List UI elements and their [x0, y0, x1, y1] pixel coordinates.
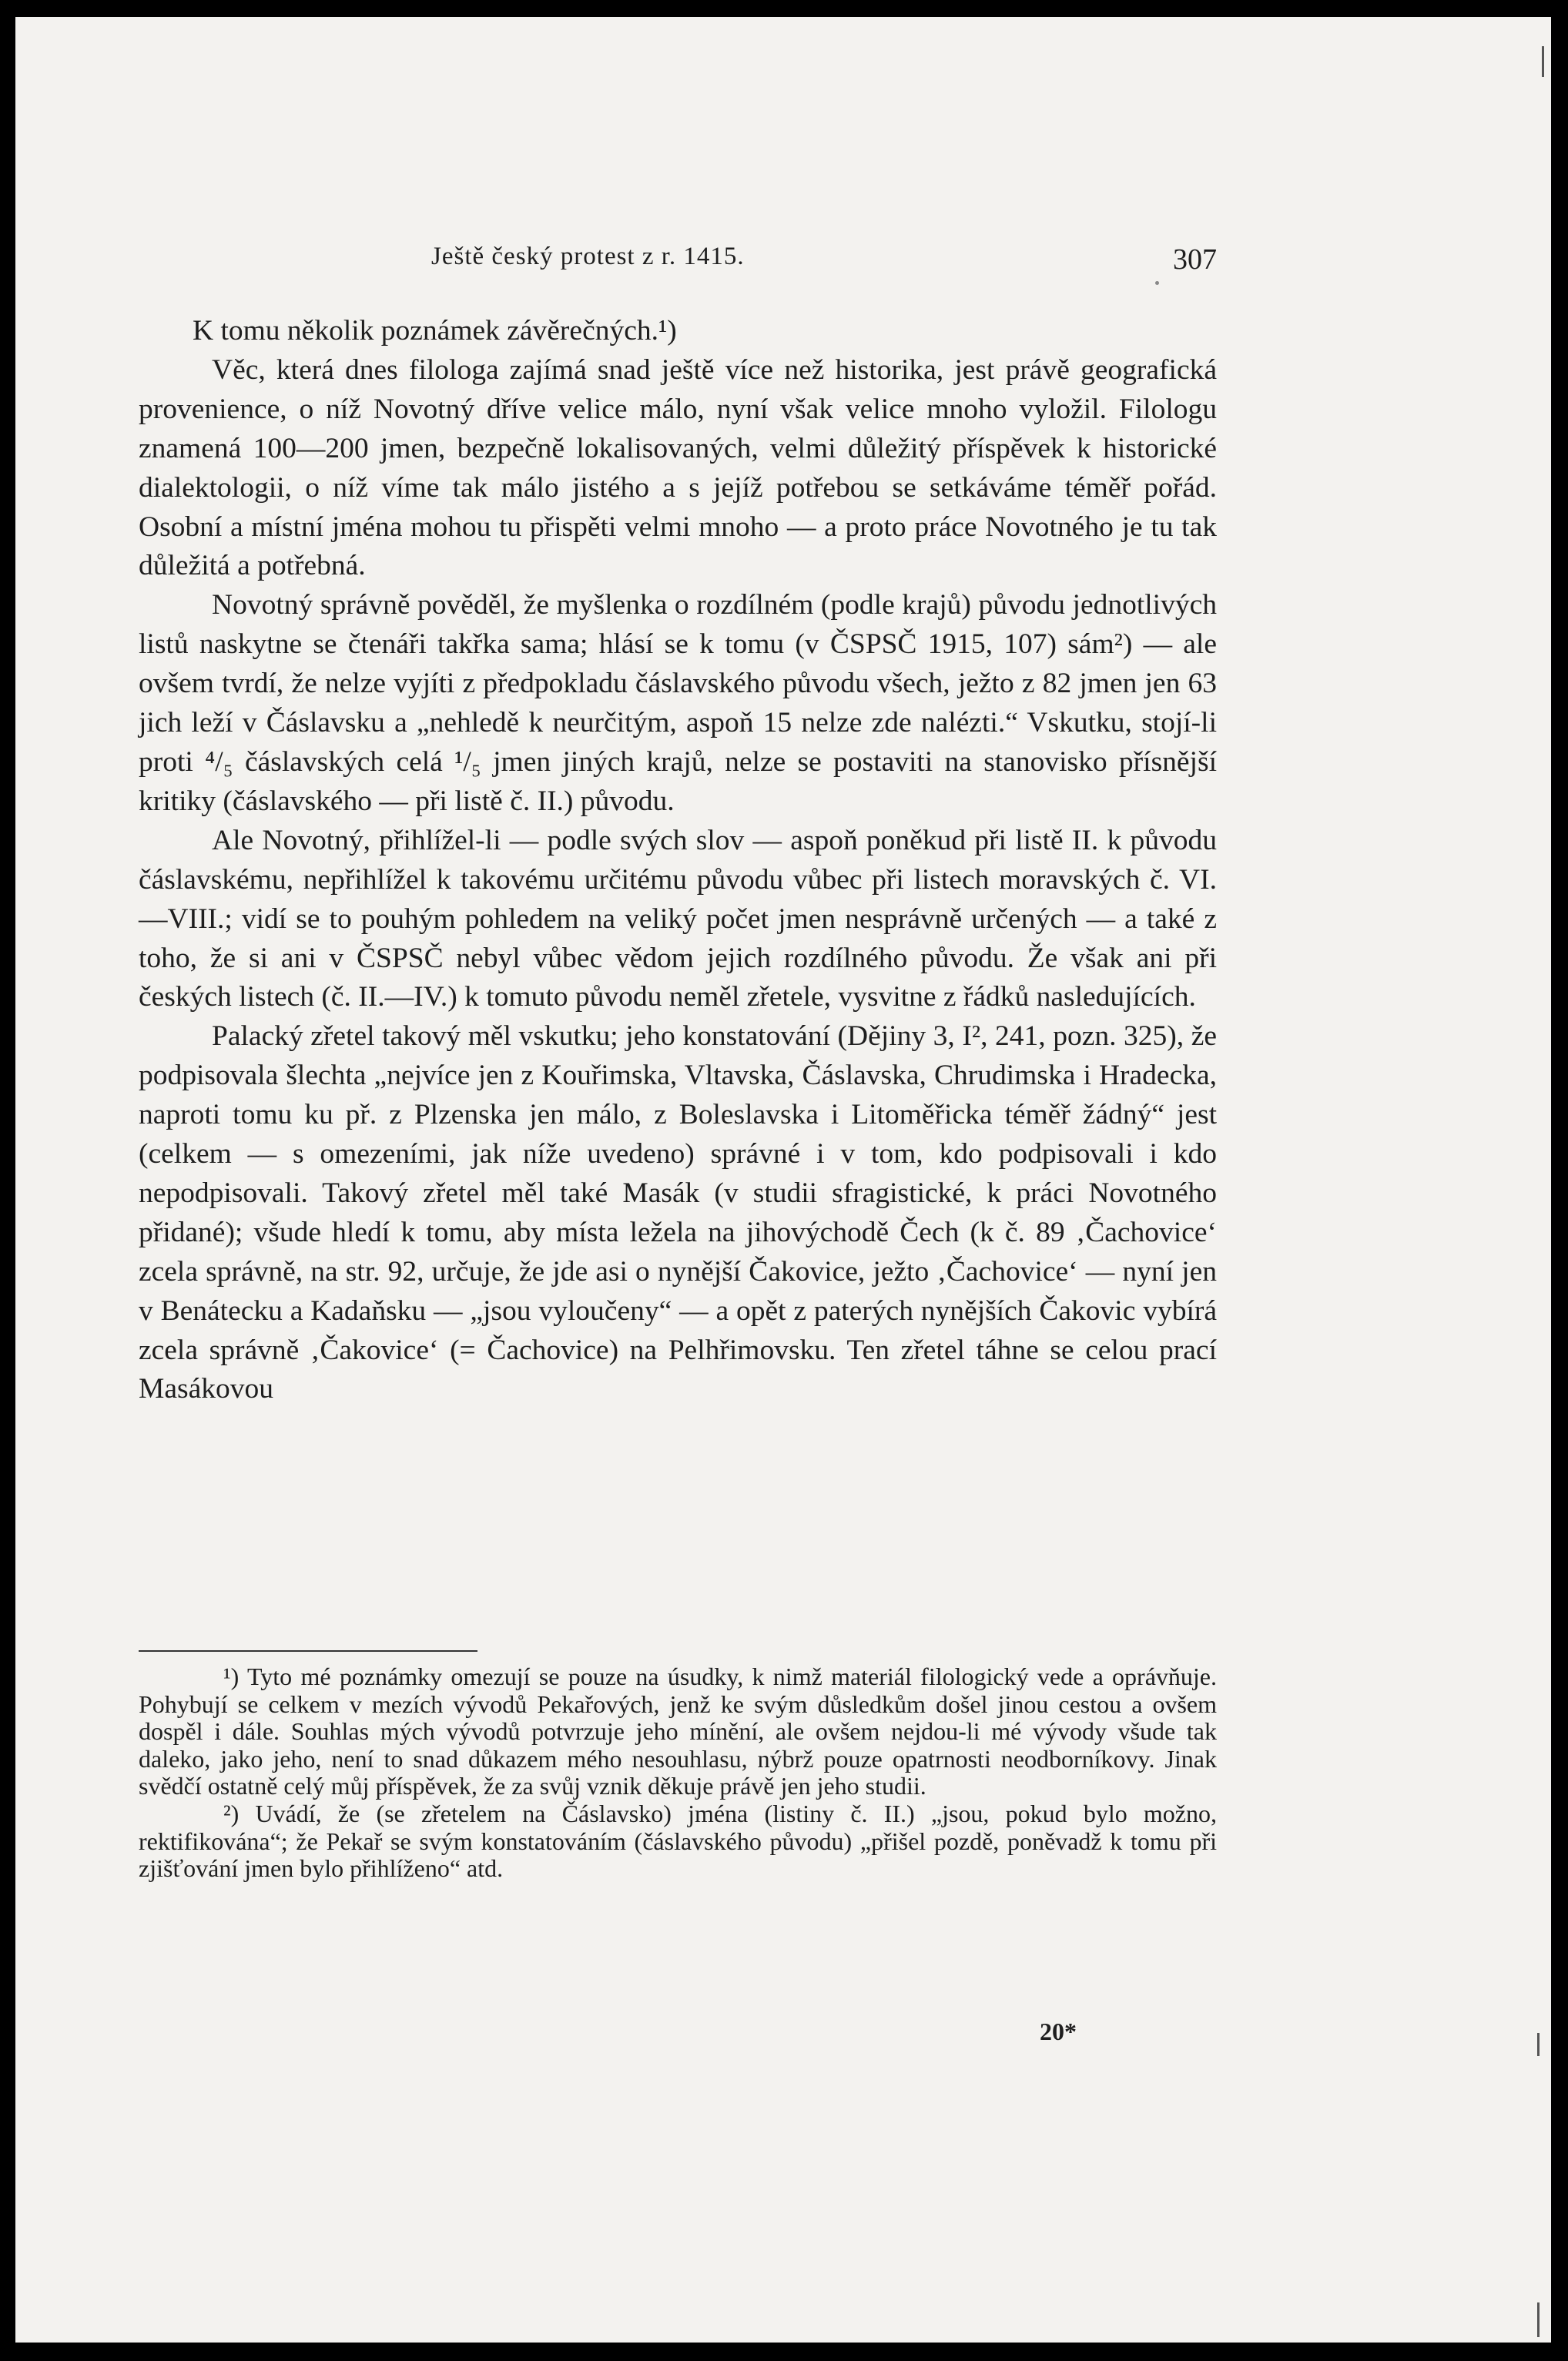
running-title: Ještě český protest z r. 1415. — [431, 243, 745, 270]
stray-mark — [1155, 281, 1159, 285]
footnote: ¹) Tyto mé poznámky omezují se pouze na úsudky, k nimž materiál filologický vede a oprávňuje. Pohybují se celkem v mezích vývodů Pekařových, jenž ke svým důsledkům došel jinou cestou a ovšem dospěl i dále. Souhlas mých vývodů potvrzuje jeho mínění, ale ovšem nejdou-li mé vývody všude tak daleko, jako jeho, není to snad důkazem mého nesouhlasu, nýbrž pouze opatrnosti neodborníkovy. Jinak svědčí ostatně celý můj příspěvek, že za svůj vznik děkuje právě jen jeho studii. — [139, 1663, 1217, 1800]
footnote: ²) Uvádí, že (se zřetelem na Čáslavsko) jména (listiny č. II.) „jsou, pokud bylo možno, rektifikována“; že Pekař se svým konstatováním (čáslavského původu) „přišel pozdě, poněvadž k tomu při zjišťování jmen bylo přihlíženo“ atd. — [139, 1799, 1217, 1883]
paragraph: Ale Novotný, přihlížel-li — podle svých slov — aspoň poněkud při listě II. k původu čáslavskému, nepřihlížel k takovému určitému původu vůbec při listech moravských č. VI.—VIII.; vidí se to pouhým pohledem na veliký počet jmen nesprávně určených — a také z toho, že si ani v ČSPSČ nebyl vůbec vědom jejich rozdílného původu. Že však ani při českých listech (č. II.—IV.) k tomuto původu neměl zřetele, vysvitne z řádků nasledujících. — [139, 824, 1217, 1013]
signature-mark: 20* — [1040, 2018, 1077, 2045]
page-edge-mark — [1542, 46, 1544, 77]
paragraph: Novotný správně pověděl, že myšlenka o rozdílném (podle krajů) původu jednotlivých listů naskytne se čtenáři takřka sama; hlásí se k tomu (v ČSPSČ 1915, 107) sám²) — ale ovšem tvrdí, že nelze vyjíti z předpokladu čáslavského původu všech, ježto z 82 jmen jen 63 jich leží v Čáslavsku a „nehledě k neurčitým, aspoň 15 nelze zde nalézti.“ Vskutku, stojí-li proti ⁴/₅ čáslavských celá ¹/₅ jmen jiných krajů, nelze se postaviti na stanovisko přísnější kritiky (čáslavského — při listě č. II.) původu. — [139, 589, 1217, 817]
page-header — [139, 235, 1217, 281]
footnotes — [139, 1663, 1217, 1883]
footnote-divider — [139, 1650, 477, 1652]
paragraph: K tomu několik poznámek závěrečných.¹) — [193, 315, 677, 347]
body-text — [139, 312, 1217, 1409]
paragraph: Palacký zřetel takový měl vskutku; jeho konstatování (Dějiny 3, I², 241, pozn. 325), že podpisovala šlechta „nejvíce jen z Kouřimska, Vltavska, Čáslavska, Chrudimska i Hradecka, naproti tomu ku př. z Plzenska jen málo, z Boleslavska i Litoměřicka téměř žádný“ jest (celkem — s omezeními, jak níže uvedeno) správné i v tom, kdo podpisovali i kdo nepodpisovali. Takový zřetel měl také Masák (v studii sfragistické, k práci Novotného přidané); všude hledí k tomu, aby místa ležela na jihovýchodě Čech (k č. 89 ‚Čachovice‘ zcela správně, na str. 92, určuje, že jde asi o nynější Čakovice, ježto ‚Čachovice‘ — nyní jen v Benátecku a Kadaňsku — „jsou vyloučeny“ — a opět z paterých nynějších Čakovic vybírá zcela správně ‚Čakovice‘ (= Čachovice) na Pelhřimovsku. Ten zřetel táhne se celou prací Masákovou — [139, 1020, 1217, 1405]
page-number: 307 — [1173, 243, 1217, 276]
page-edge-mark — [1537, 2302, 1540, 2337]
page-edge-mark — [1537, 2033, 1540, 2056]
paragraph: Věc, která dnes filologa zajímá snad ještě více než historika, jest právě geografická provenience, o níž Novotný dříve velice málo, nyní však velice mnoho vyložil. Filologu znamená 100—200 jmen, bezpečně lokalisovaných, velmi důležitý příspěvek k historické dialektologii, o níž víme tak málo jistého a s jejíž potřebou se setkáváme téměř pořád. Osobní a místní jména mohou tu přispěti velmi mnoho — a proto práce Novotného je tu tak důležitá a potřebná. — [139, 353, 1217, 582]
